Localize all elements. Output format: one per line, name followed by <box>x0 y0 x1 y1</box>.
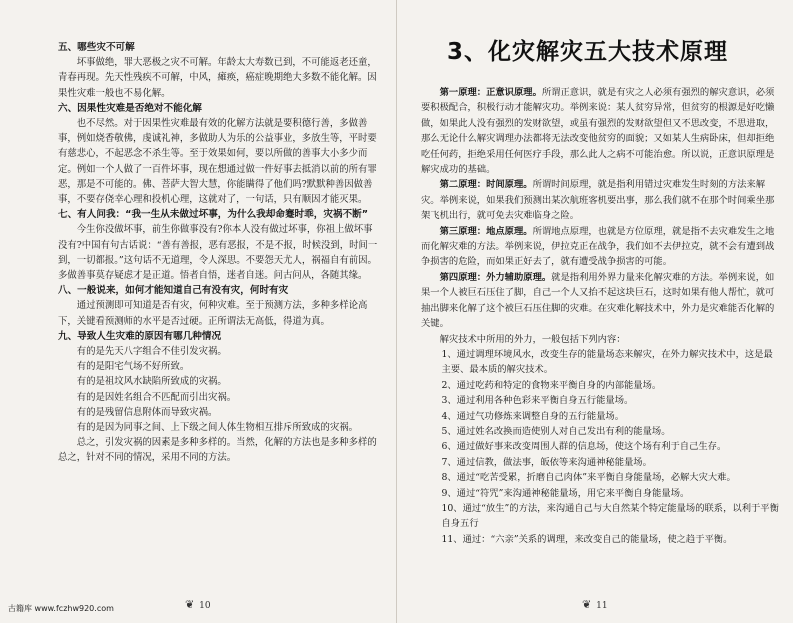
section-heading: 九、导致人生灾难的原因有哪几种情况 <box>58 330 222 342</box>
paragraph-body: 所谓地点原理，也就是方位原理，就是指不去灾难发生之地而化解灾难的方法。举例来说，伊拉克正在战争，我们如不去伊拉克，就不会有遭到战争损害的危险，而如果正好去了，就有遭受战争损害的可能。 <box>421 225 775 268</box>
paragraph: 今生你没做坏事，前生你做事没有?你本人没有做过坏事，你祖上做坏事没有?中国有句古话说：“善有善报，恶有恶报，不是不报，时候没到，时间一到，一切都报。”这句话不无道理，令人深思。不要怨天尤人，祸福自有前因。多做善事莫存疑虑才是正道。悟者自悟，迷者自迷。问古问从，各随其缘。 <box>58 224 378 282</box>
ornament-icon: ❦ <box>582 598 594 611</box>
list-item: 5、通过姓名改换而造使别人对自己发出有利的能量场。 <box>441 425 671 437</box>
paragraph: 有的是先天八字组合不佳引发灾祸。 <box>76 346 227 358</box>
paragraph: 也不尽然。对于因果性灾难最有效的化解方法就是要积德行善，多做善事，例如烧香敬佛，虔诚礼神，多做助人为乐的公益事业，多放生等，平时要有慈悲心，不起恶念不杀生等。至于效果如何，要以所做的善事大小多少而定。例如一个人做了一百件坏事，现在想通过做一件好事去抵消以前的所有罪恶，那是不可能的。佛、菩萨大智大慧，你能瞒得了他们吗?默默种善因做善事，不要存侥幸心理和投机心理，这就对了，一句话，只有顺因才能灭果。 <box>58 118 377 206</box>
principle-label: 第一原理：正意识原理。 <box>439 87 542 98</box>
page-number-value: 11 <box>596 601 608 611</box>
principle-label: 第三原理：地点原理。 <box>439 225 533 237</box>
section-heading: 六、因果性灾难是否绝对不能化解 <box>58 102 202 114</box>
paragraph: 有的是因姓名组合不匹配而引出灾祸。 <box>76 391 237 403</box>
paragraph-body: 就是指利用外界力量来化解灾难的方法。举例来说，如果一个人被巨石压住了脚，自己一个人又抬不起这块巨石，这时如果有他人帮忙，就可抽出脚来化解了这个被巨石压住脚的灾难。在灾难化解技术中，外力是灾难能否化解的关键。 <box>421 271 775 330</box>
section-heading: 七、有人问我：“我一生从未做过坏事，为什么我却命蹇时乖，灾祸不断” <box>58 209 369 221</box>
list-item: 3、通过利用各种色彩来平衡自身五行能量场。 <box>441 395 634 407</box>
paragraph: 有的是祖坟风水缺陷所致成的灾祸。 <box>76 376 227 388</box>
paragraph <box>421 85 779 177</box>
page-number-left <box>185 598 211 611</box>
principle-label: 第二原理：时间原理。 <box>439 179 533 191</box>
paragraph: 有的是阳宅气场不好所致。 <box>76 361 190 373</box>
ornament-icon: ❦ <box>185 598 197 611</box>
paragraph-body: 所谓时间原理，就是指利用错过灾难发生时刻的方法来解灾。举例来说，如果我们预测出某次航班客机要出事，那么我们就不在那个时间乘坐那架飞机出行，就可免去灾难临身之险。 <box>421 179 775 222</box>
page-number-right <box>582 598 608 611</box>
list-item: 11、通过：“六亲”关系的调理，来改变自己的能量场，使之趋于平衡。 <box>441 533 733 545</box>
left-page-text <box>58 40 378 580</box>
list-item: 7、通过信教，做法事，皈依等来沟通神秘能量场。 <box>441 456 652 468</box>
paragraph: 有的是残留信息附体而导致灾祸。 <box>76 406 218 418</box>
list-item: 6、通过做好事来改变周围人群的信息场，使这个场有利于自己生存。 <box>441 441 727 453</box>
principle-label: 第四原理：外力辅助原理。 <box>439 271 552 283</box>
list-item: 4、通过气功修炼来调整自身的五行能量场。 <box>441 410 625 422</box>
paragraph: 有的是因为同事之间、上下级之间人体生物相互排斥所致成的灾祸。 <box>76 422 359 434</box>
left-page <box>0 0 396 623</box>
list-item: 8、通过“吃苦受累，折磨自己肉体”来平衡自身能量场，必解大灾大难。 <box>441 472 736 484</box>
right-page-text <box>421 85 779 590</box>
paragraph: 坏事做绝，罪大恶极之灾不可解。年龄太大寿数已到，不可能返老还童，青春再现。先天性残疾不可解，中风，瘫痪，癌症晚期绝大多数不能化解。因果性灾难一般也不易化解。 <box>58 57 377 99</box>
section-heading: 五、哪些灾不可解 <box>58 42 135 53</box>
list-item: 1、通过调理环境风水，改变生存的能量场态来解灾，在外力解灾技术中，这是最主要、最本质的解灾技术。 <box>441 348 773 376</box>
chapter-title: 3、化灾解灾五大技术原理 <box>447 39 729 65</box>
paragraph <box>421 177 779 223</box>
list-item: 2、通过吃药和特定的食物来平衡自身的内部能量场。 <box>441 379 662 391</box>
list-item: 10、通过“放生”的方法，来沟通自己与大自然某个特定能量场的联系，以利于平衡自身五行 <box>441 502 779 530</box>
paragraph <box>421 270 779 332</box>
right-page <box>397 0 793 623</box>
paragraph <box>421 224 779 270</box>
list-item: 9、通过“符咒”来沟通神秘能量场，用它来平衡自身能量场。 <box>441 487 690 499</box>
paragraph: 总之，引发灾祸的因素是多种多样的。当然，化解的方法也是多种多样的总之，针对不同的情况，采用不同的方法。 <box>58 437 377 464</box>
page-number-value: 10 <box>199 601 211 611</box>
site-watermark: 古籍库 www.fczhw920.com <box>8 604 114 613</box>
paragraph-body: 所谓正意识，就是有灾之人必须有强烈的解灾意识，必须要积极配合，积极行动才能解灾功。举例来说：某人贫穷异常，但贫穷的根源是好吃懒做，如果此人没有强烈的发财欲望，或虽有强烈的发财欲望但又不思改变，不思进取，那么无论什么解灾调理办法都将无法改变他贫穷的面貌；又如某人生病卧床，但却拒绝吃任何药，拒绝采用任何医疗手段，那么此人之病不可能治愈。所以说，正意识原理是解灾成功的基础。 <box>421 87 775 176</box>
paragraph: 解灾技术中所用的外力，一般包括下列内容： <box>439 333 626 345</box>
paragraph: 通过预测即可知道是否有灾，何种灾难。至于预测方法，多种多样论高下，关键看预测师的水平是否过硬。正所谓法无高低，得道为真。 <box>58 300 368 327</box>
section-heading: 八、一般说来，如何才能知道自己有没有灾，何时有灾 <box>58 285 289 297</box>
